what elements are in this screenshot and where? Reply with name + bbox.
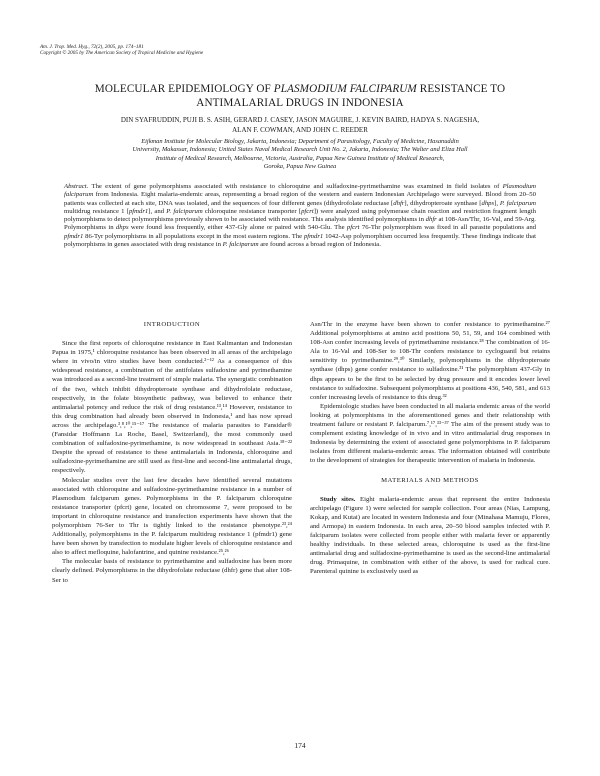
author-list bbox=[40, 116, 560, 135]
title-text: ANTIMALARIAL DRUGS IN INDONESIA bbox=[196, 97, 404, 109]
paragraph: Since the first reports of chloroquine resistance in East Kalimantan and Indonesian Papua in 1975,¹ chloroquine resistance has been observed in all areas of the archipelago where in vivo/in vitro studies have been conducted.²⁻¹² As a consequence of this widespread resistance, a combination of the antifolates sulfadoxine and pyrimethamine was introduced as a second-line treatment of simple malaria. The synergistic combination of the two, which inhibit dihydropteroate synthase and dihydrofolate reductase, respectively, in the folate biosynthetic pathway, was believed to enhance their antimalarial potency and reduce the risk of drug resistance.¹³,¹⁴ However, resistance to this drug combination had already been observed in Indonesia,¹ and has now spread across the archipelago.³,⁸,¹⁰,¹⁵⁻¹⁷ The resistance of malaria parasites to Fansidar® (Fansidar Hoffmann La Roche, Basel, Switzerland), the most commonly used combination of sulfadoxine-pyrimethamine, is now widespread in southeast Asia.¹⁸⁻²² Despite the spread of resistance to these antimalarials in Indonesia, chloroquine and sulfadoxine-pyrimethamine are still used as first-line and second-line antimalarial drugs, respectively. bbox=[52, 340, 292, 475]
author-line: DIN SYAFRUDDIN, PUJI B. S. ASIH, GERARD J. CASEY, JASON MAGUIRE, J. KEVIN BAIRD, HADYA S. NAGESHA, bbox=[120, 116, 480, 124]
title-text: RESISTANCE TO bbox=[416, 83, 506, 95]
paragraph: The molecular basis of resistance to pyrimethamine and sulfadoxine has been more clearly defined. Polymorphisms in the dihydrofolate reductase (dhfr) gene that alter 108-Ser to bbox=[52, 558, 292, 584]
journal-header bbox=[40, 44, 203, 57]
affiliation-line: Eijkman Institute for Molecular Biology, Jakarta, Indonesia; Department of Parasitology, Faculty of Medicine, Hasanuddin bbox=[141, 138, 459, 145]
affiliation-line: University, Makassar, Indonesia; United States Naval Medical Research Unit No. 2, Jakarta, Indonesia; The Walter and Eliza Hall bbox=[132, 146, 468, 154]
paragraph: Molecular studies over the last few decades have identified several mutations associated with chloroquine and sulfadoxine-pyrimethamine resistance in a number of Plasmodium falciparum genes. Polymorphisms in the P. falciparum chloroquine resistance transporter (pfcrt) gene, located on chromosome 7, were proposed to be important in chloroquine resistance and transfection experiments have shown that the polymorphism 76-Ser to Thr is tightly linked to the resistance phenotype.²³,²⁴ Additionally, polymorphisms in the P. falciparum multidrug resistance 1 (pfmdr1) gene have been shown by transfection to modulate higher levels of chloroquine resistance and also to affect mefloquine, halofantrine, and quinine resistance.²⁵,²⁶ bbox=[52, 476, 292, 557]
runin-heading: Study sites. bbox=[320, 495, 356, 503]
affiliation-line: Goroka, Papua New Guinea bbox=[263, 163, 337, 171]
section-heading-introduction: INTRODUCTION bbox=[143, 321, 201, 328]
abstract: Abstract. The extent of gene polymorphisms associated with resistance to chloroquine and sulfadoxine-pyrimethamine was examined in field isolates of Plasmodium falciparum from Indonesia. Eight malaria-endemic areas, representing a broad region of the western and eastern Indonesian Archipelago were surveyed. Blood from 20–50 patients was collected at each site, DNA was isolated, and the sequences of four different genes (dihydrofolate reductase [dhfr], dihydropteroate synthase [dhps], P. falciparum multidrug resistance 1 [pfmdr1], and P. falciparum chloroquine resistance transporter [pfcrt]) were analyzed using polymerase chain reaction and restriction fragment length polymorphisms to detect polymorphisms previously shown to be associated with resistance. This analysis identified polymorphisms in dhfr at 108-Asn/Thr, 16-Val, and 59-Arg. Polymorphisms in dhps were found less frequently, either 437-Gly alone or paired with 540-Glu. The pfcrt 76-Thr polymorphism was fixed in all parasite populations and pfmdr1 86-Tyr polymorphisms in all populations except in the most eastern regions. The pfmdr1 1042-Asp polymorphism occurred less frequently. These findings indicate that polymorphisms in genes associated with drug resistance in P. falciparum are found across a broad region of Indonesia. bbox=[64, 183, 537, 249]
author-line: ALAN F. COWMAN, AND JOHN C. REEDER bbox=[232, 125, 368, 134]
title-text: MOLECULAR EPIDEMIOLOGY OF bbox=[94, 83, 274, 95]
abstract-label: Abstract. bbox=[64, 183, 89, 190]
paragraph-text: Eight malaria-endemic areas that represent the entire Indonesia archipelago (Figure 1) were selected for sample collection. Four areas (Nias, Lampung, Kokap, and Kutai) are located in western Indonesia and four (Minahasa Mamuju, Flores, and Armopa) in eastern Indonesia. In each area, 20–50 blood samples infected with P. falciparum isolates were collected from people either with malaria fever or apparently healthy individuals. In these selected areas, chloroquine is used as the first-line antimalarial drug and sulfadoxine-pyrimethamine is used as the second-line antimalarial drug. Primaquine, in combination with either of the above, is used for radical cure. Parenteral quinine is exclusively used as bbox=[310, 495, 550, 576]
journal-copyright: Copyright © 2005 by The American Society of Tropical Medicine and Hygiene bbox=[40, 50, 204, 57]
paragraph-study-sites bbox=[310, 495, 550, 577]
affiliations bbox=[64, 138, 536, 172]
journal-citation: Am. J. Trop. Med. Hyg., 72(2), 2005, pp. 174–181 bbox=[40, 44, 144, 50]
left-column bbox=[52, 320, 292, 585]
paragraph: Epidemiologic studies have been conducted in all malaria endemic areas of the world looking at polymorphisms in the aforementioned genes and their relationship with treatment failure or resistant P. falciparum.⁷,¹⁷,³³⁻³⁷ The aim of the present study was to complement existing knowledge of in vivo and in vitro antimalarial drug responses in Indonesia by determining the extent of associated gene polymorphisms in P. falciparum isolates from different malaria-endemic areas. The information obtained will contribute to the development of strategies for therapeutic intervention of malaria in Indonesia. bbox=[310, 402, 550, 465]
right-column bbox=[310, 320, 550, 576]
paragraph: Asn/Thr in the enzyme have been shown to confer resistance to pyrimethamine.²⁷ Additional polymorphisms at amino acid positions 50, 51, 59, and 164 combined with 108-Asn confer increasing levels of pyrimethamine resistance.²⁸ The combination of 16-Ala to 16-Val and 108-Ser to 108-Thr confers resistance to cycloguanil but retains sensitivity to pyrimethamine.²⁹,³⁰ Similarly, polymorphisms in the dihydropteroate synthase (dhps) gene confer resistance to sulfadoxine.³¹ The polymorphism 437-Gly in dhps appears to be the first to be selected by drug pressure and it encodes lower level resistance to sulfadoxine. Subsequent polymorphisms at positions 436, 540, 581, and 613 confer increasing levels of resistance to this drug.³² bbox=[310, 321, 550, 401]
article-title bbox=[40, 82, 560, 110]
page-number: 174 bbox=[294, 741, 306, 750]
title-species: PLASMODIUM FALCIPARUM bbox=[273, 83, 417, 95]
section-heading-methods: MATERIALS AND METHODS bbox=[381, 476, 479, 484]
affiliation-line: Institute of Medical Research, Melbourne, Victoria, Australia, Papua New Guinea Institute of Medical Research, bbox=[155, 154, 445, 162]
